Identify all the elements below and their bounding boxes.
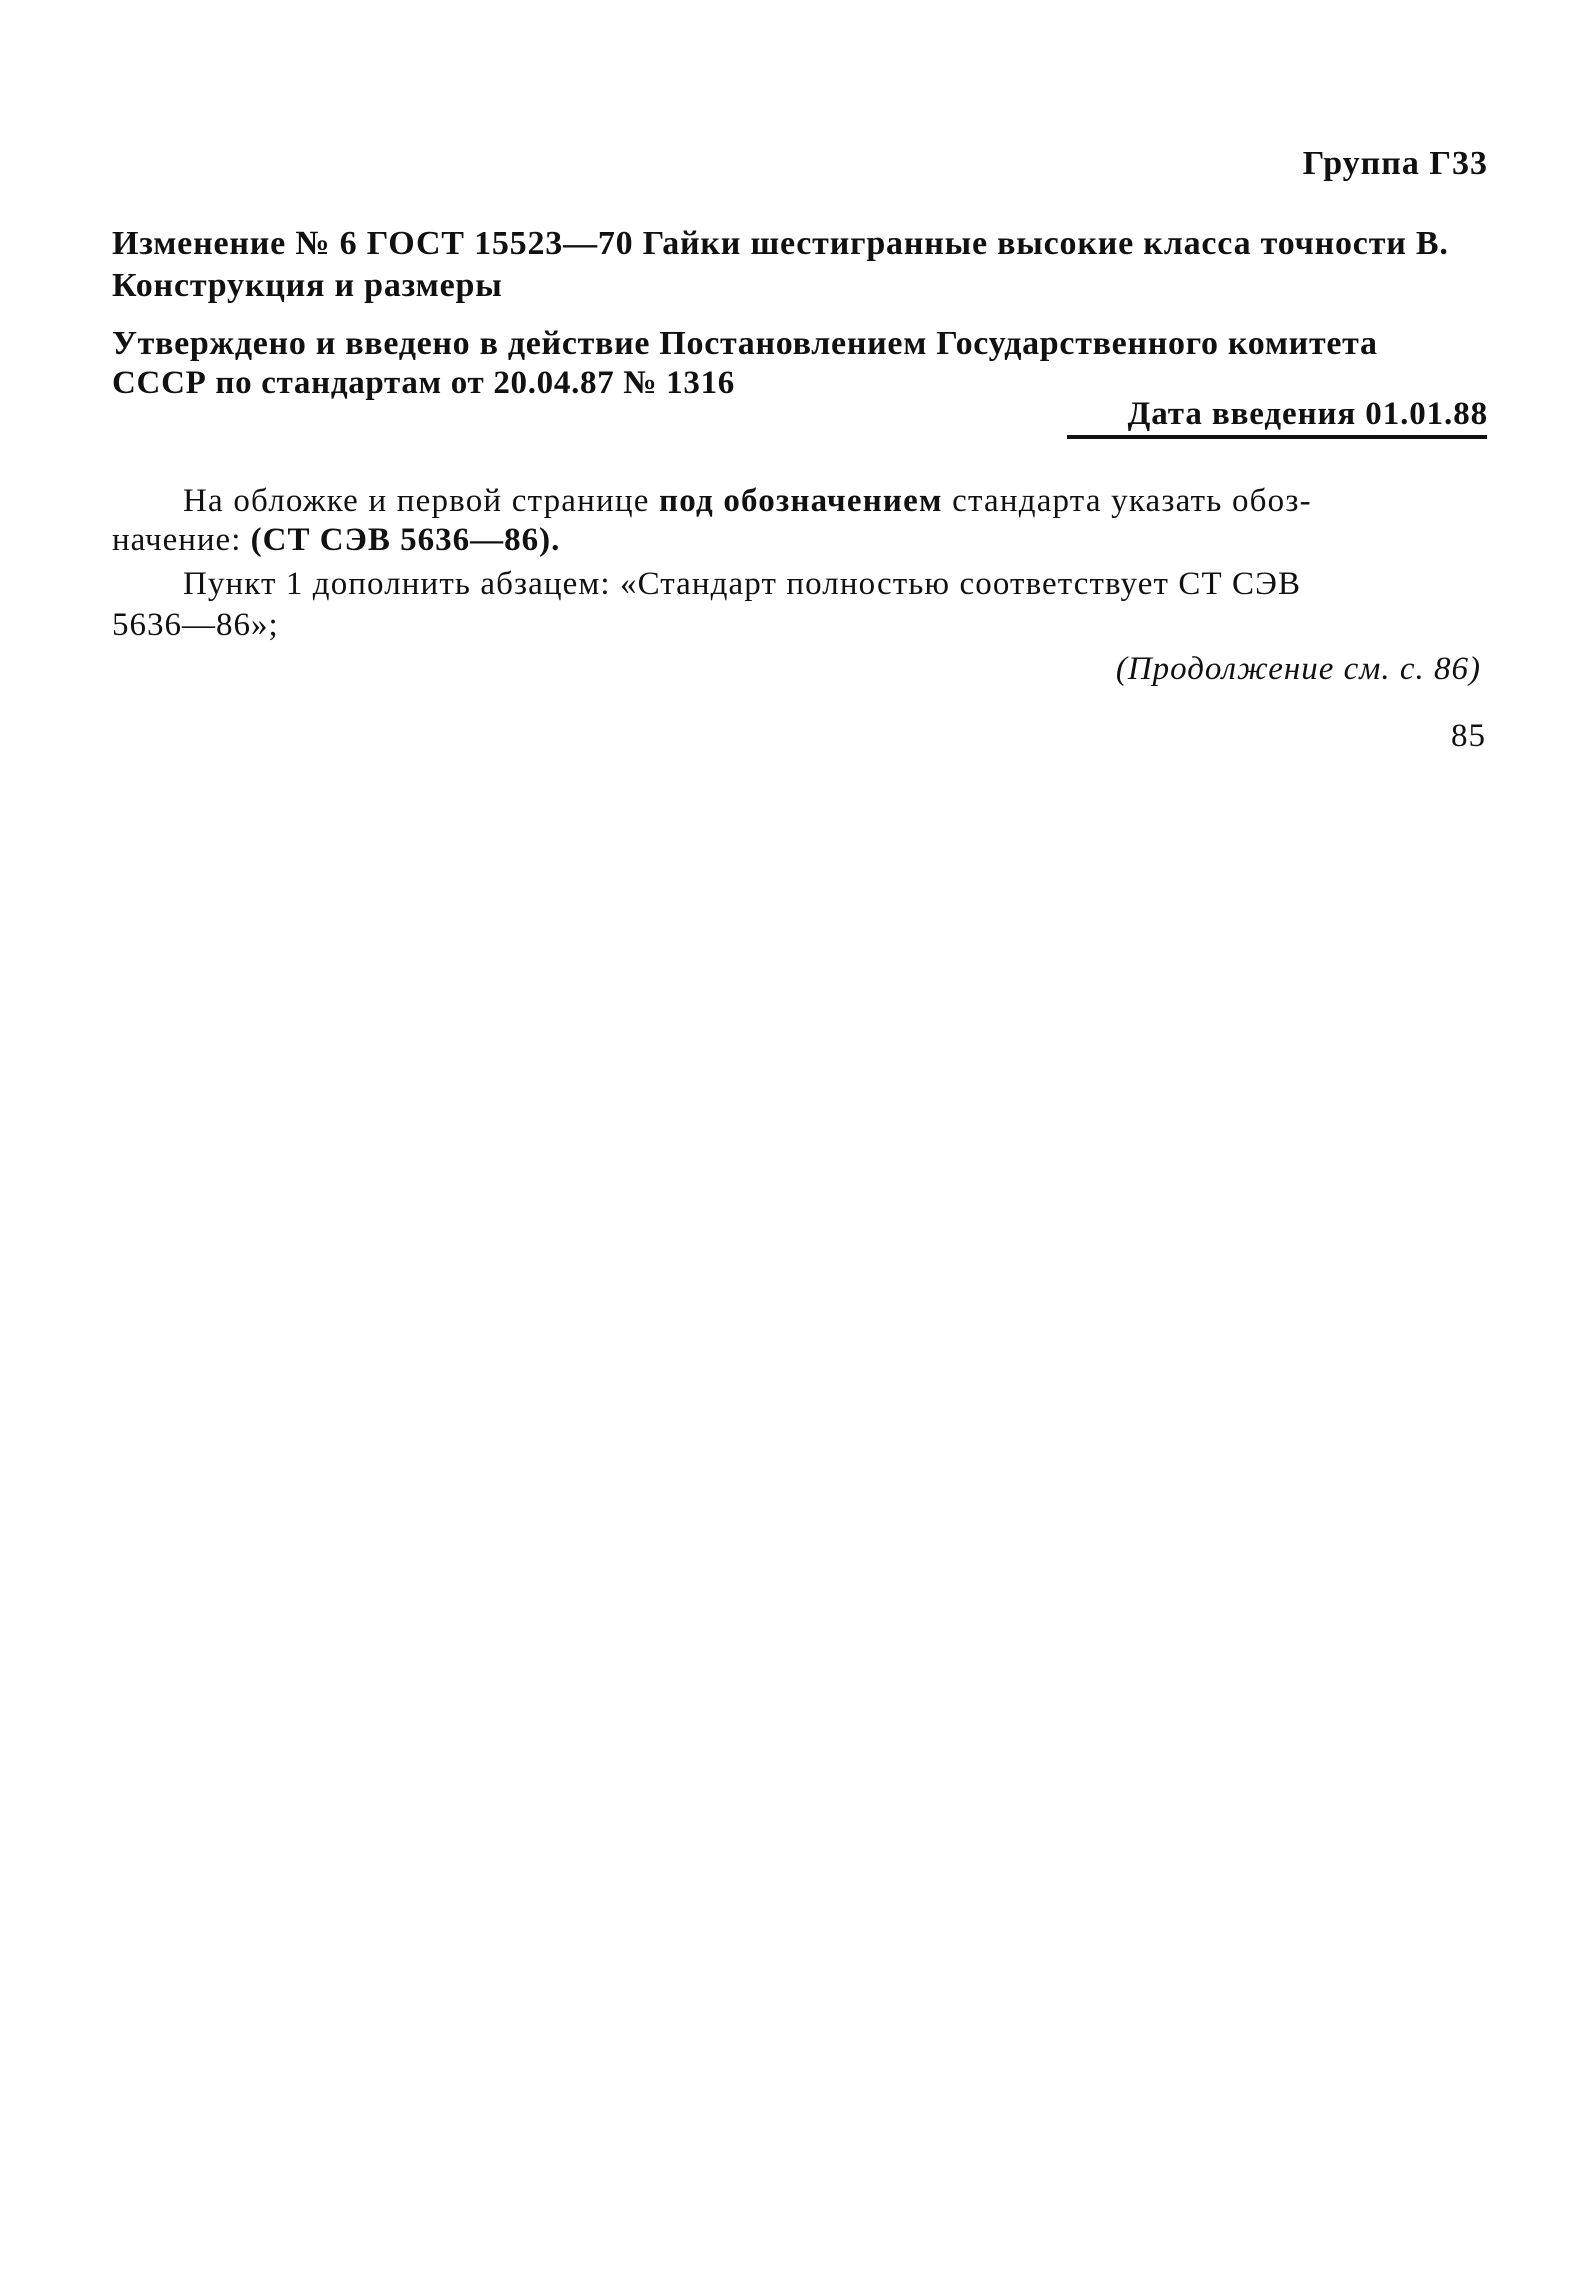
effective-date: Дата введения 01.01.88 xyxy=(1127,396,1488,432)
paragraph-1-text-a: На обложке и первой странице xyxy=(183,483,660,519)
paragraph-1-bold-text: под обозначением xyxy=(659,483,943,519)
paragraph-1-line-2-text: начение: xyxy=(112,522,251,558)
paragraph-2-line-2: 5636—86»; xyxy=(112,607,279,643)
amendment-title-line-2: Конструкция и размеры xyxy=(112,267,503,304)
paragraph-1-line-1 xyxy=(183,485,1312,518)
continuation-note: (Продолжение см. с. 86) xyxy=(1115,651,1481,687)
paragraph-2-line-1: Пункт 1 дополнить абзацем: «Стандарт полностью соответствует СТ СЭВ xyxy=(183,566,1302,602)
amendment-title-line-1: Изменение № 6 ГОСТ 15523—70 Гайки шестигранные высокие класса точности В. xyxy=(112,225,1449,262)
paragraph-1-line-2 xyxy=(112,524,560,557)
approval-line-2: СССР по стандартам от 20.04.87 № 1316 xyxy=(112,365,735,401)
effective-date-underline xyxy=(1067,435,1487,439)
standard-designation: (СТ СЭВ 5636—86). xyxy=(250,522,561,558)
approval-line-1: Утверждено и введено в действие Постановлением Государственного комитета xyxy=(112,325,1378,362)
page-number: 85 xyxy=(1451,718,1486,754)
document-group-code: Группа Г33 xyxy=(1302,145,1488,182)
paragraph-1-text-c: стандарта указать обоз- xyxy=(942,483,1312,519)
